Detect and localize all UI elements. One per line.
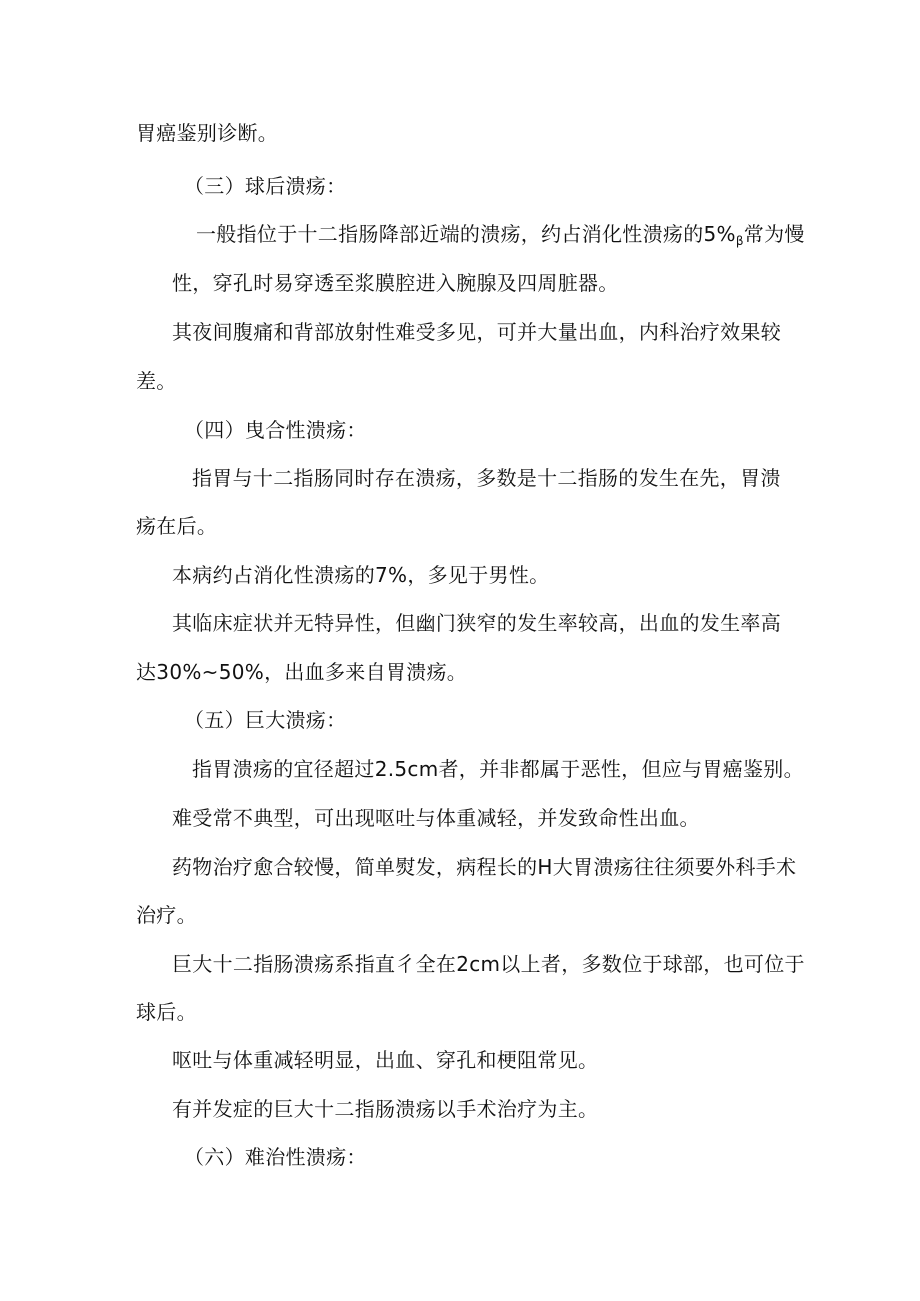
paragraph-text: 常为慢 <box>743 222 805 246</box>
paragraph-line: 性，穿孔时易穿透至浆膜腔进入腕腺及四周脏器。 <box>172 271 619 295</box>
subscript-text: β <box>735 234 744 248</box>
paragraph-line: 治疗。 <box>136 903 197 927</box>
paragraph-line: 达30%~50%，出血多来自胃溃疡。 <box>136 660 468 684</box>
paragraph-line <box>196 220 805 255</box>
section-heading-5: （五）巨大溃疡： <box>184 708 347 732</box>
paragraph-line: 指胃溃疡的宜径超过2.5cm者，并非都属于恶性，但应与胃癌鉴别。 <box>192 757 804 781</box>
section-heading-3: （三）球后溃疡： <box>184 174 347 198</box>
section-heading-6: （六）难治性溃疡： <box>184 1145 367 1169</box>
paragraph-line: 呕吐与体重减轻明显，出血、穿孔和梗阻常见。 <box>172 1048 599 1072</box>
paragraph-line: 球后。 <box>136 1000 197 1024</box>
paragraph-line: 有并发症的巨大十二指肠溃疡以手术治疗为主。 <box>172 1097 599 1121</box>
paragraph-text: 一般指位于十二指肠降部近端的溃疡，约占消化性溃疡的5% <box>196 222 736 246</box>
paragraph-line: 其夜间腹痛和背部放射性难受多见，可并大量出血，内科治疗效果较 <box>172 320 781 344</box>
paragraph-line: 疡在后。 <box>136 514 218 538</box>
paragraph-line: 药物治疗愈合较慢，简单熨发，病程长的H大胃溃疡往往须要外科手术 <box>172 855 797 879</box>
paragraph-line: 胃癌鉴别诊断。 <box>136 121 279 145</box>
paragraph-line: 其临床症状并无特异性，但幽门狭窄的发生率较高，出血的发生率高 <box>172 611 781 635</box>
paragraph-line: 指胃与十二指肠同时存在溃疡，多数是十二指肠的发生在先，胃溃 <box>192 466 781 490</box>
section-heading-4: （四）曳合性溃疡： <box>184 418 367 442</box>
paragraph-line: 差。 <box>136 369 177 393</box>
paragraph-line: 本病约占消化性溃疡的7%，多见于男性。 <box>172 563 550 587</box>
paragraph-line: 难受常不典型，可出现呕吐与体重减轻，并发致命性出血。 <box>172 806 700 830</box>
paragraph-line: 巨大十二指肠溃疡系指直彳全在2cm以上者，多数位于球部，也可位于 <box>172 952 805 976</box>
